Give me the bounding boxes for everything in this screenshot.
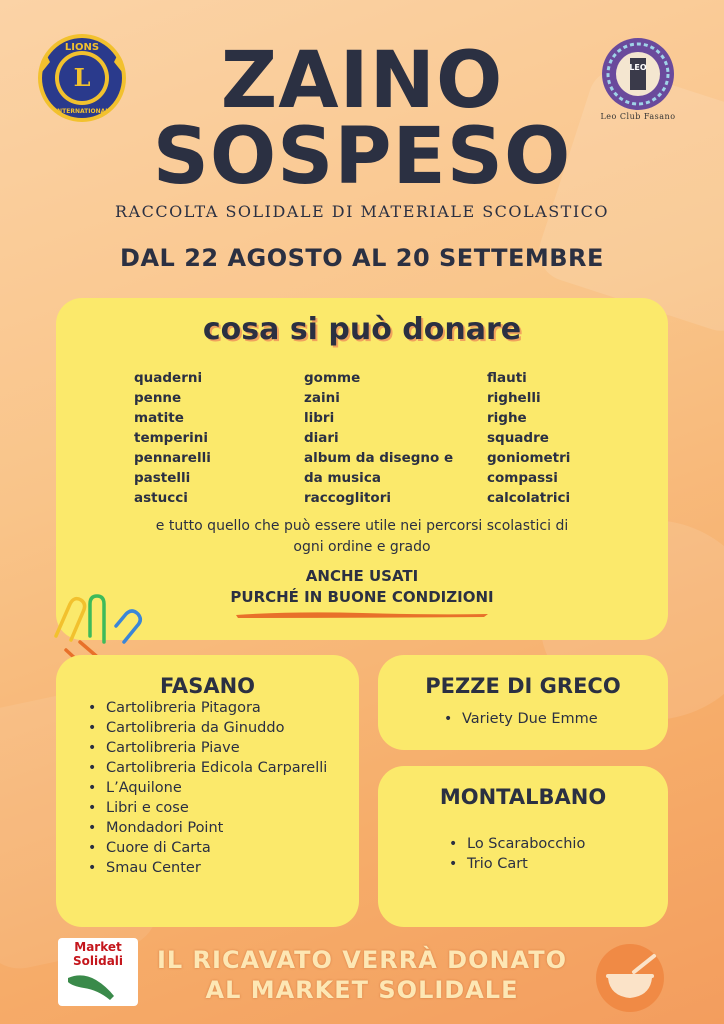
- used-condition: [120, 566, 604, 608]
- donate-item: matite: [134, 410, 184, 426]
- donate-item: album da disegno e: [304, 450, 454, 466]
- footer-text-line-2: AL MARKET SOLIDALE: [205, 976, 519, 1004]
- donate-item: righelli: [487, 390, 541, 406]
- donate-item: compassi: [487, 470, 558, 486]
- lions-ring-bottom: INTERNATIONAL: [54, 108, 110, 115]
- donate-item: penne: [134, 390, 182, 406]
- market-logo-line-1: Market: [74, 940, 122, 954]
- market-logo-line-2: Solidali: [72, 954, 124, 968]
- donate-item: zaini: [304, 390, 340, 406]
- list-item: • Cartolibreria Pitagora: [86, 698, 327, 718]
- donate-item: goniometri: [487, 450, 571, 466]
- lions-letter: L: [73, 63, 91, 92]
- donate-item: libri: [304, 410, 335, 426]
- montalbano-title: MONTALBANO: [439, 785, 607, 809]
- fasano-list: [86, 698, 327, 878]
- footer-text-line-1: IL RICAVATO VERRÀ DONATO: [156, 946, 568, 974]
- donate-item: diari: [304, 430, 339, 446]
- title-line-1: ZAINO: [220, 36, 504, 126]
- donate-note-line: ogni ordine e grado: [293, 539, 431, 555]
- used-line: PURCHÉ IN BUONE CONDIZIONI: [230, 588, 494, 606]
- donate-note: [120, 516, 604, 558]
- brush-stroke-icon: [234, 610, 490, 619]
- donate-item: raccoglitori: [304, 490, 391, 506]
- title-line-2: SOSPESO: [152, 112, 572, 202]
- donate-note-line: e tutto quello che può essere utile nei percorsi scolastici di: [155, 518, 569, 534]
- list-item: • Lo Scarabocchio: [447, 834, 585, 854]
- montalbano-list: [447, 834, 585, 874]
- bowl-icon: [594, 942, 666, 1014]
- pezze-list: [442, 709, 598, 729]
- list-item: • Variety Due Emme: [442, 709, 598, 729]
- date-range: DAL 22 AGOSTO AL 20 SETTEMBRE: [120, 244, 604, 272]
- list-item: • Mondadori Point: [86, 818, 327, 838]
- donate-item: astucci: [134, 490, 188, 506]
- list-item: • Cuore di Carta: [86, 838, 327, 858]
- list-item: • Smau Center: [86, 858, 327, 878]
- donate-title: cosa si può donare: [202, 312, 522, 347]
- list-item: • Libri e cose: [86, 798, 327, 818]
- subtitle: RACCOLTA SOLIDALE DI MATERIALE SCOLASTICO: [114, 202, 610, 221]
- donate-item: temperini: [134, 430, 209, 446]
- donate-column-2: [304, 368, 453, 508]
- list-item: • Cartolibreria Edicola Carparelli: [86, 758, 327, 778]
- list-item: • Trio Cart: [447, 854, 585, 874]
- donate-item: gomme: [304, 370, 361, 386]
- pezze-card: [378, 655, 668, 750]
- donate-item: pennarelli: [134, 450, 211, 466]
- pezze-title: PEZZE DI GRECO: [425, 674, 621, 698]
- list-item: • Cartolibreria Piave: [86, 738, 327, 758]
- donate-column-3: [487, 368, 570, 508]
- fasano-title: FASANO: [160, 674, 255, 698]
- donate-item: quaderni: [134, 370, 203, 386]
- donate-item: calcolatrici: [487, 490, 571, 506]
- used-line: ANCHE USATI: [305, 567, 419, 585]
- list-item: • L’Aquilone: [86, 778, 327, 798]
- leo-letters: LEO: [629, 63, 647, 72]
- donate-column-1: [134, 368, 211, 508]
- leo-club-caption: Leo Club Fasano: [600, 112, 676, 121]
- donate-item: pastelli: [134, 470, 191, 486]
- donate-item: da musica: [304, 470, 381, 486]
- donate-item: righe: [487, 410, 527, 426]
- lions-ring-top: LIONS: [64, 42, 100, 53]
- donate-item: squadre: [487, 430, 549, 446]
- donate-item: flauti: [487, 370, 527, 386]
- list-item: • Cartolibreria da Ginuddo: [86, 718, 327, 738]
